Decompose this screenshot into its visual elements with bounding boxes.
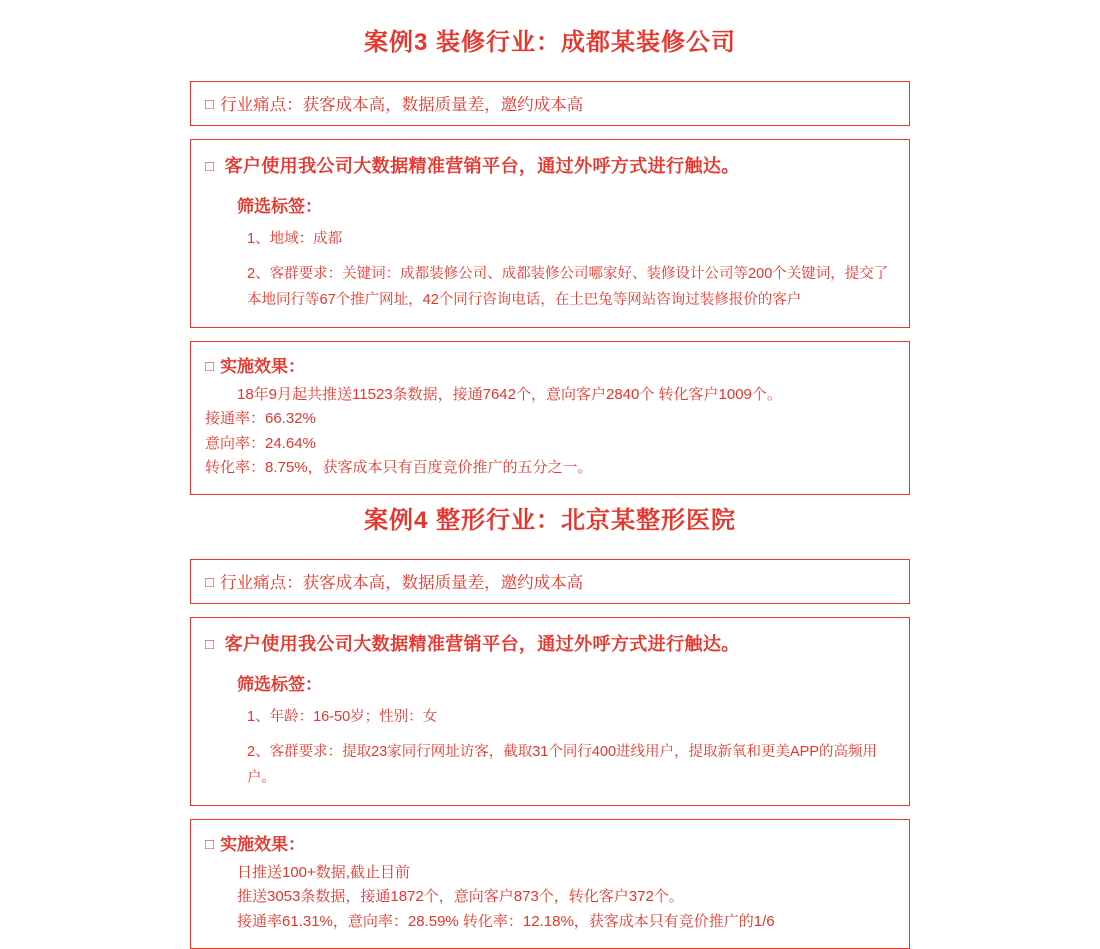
- pain-point-line-2: [205, 569, 895, 593]
- effect-heading-2: [205, 830, 895, 855]
- pain-point-text-2: 行业痛点：获客成本高，数据质量差，邀约成本高: [220, 574, 584, 592]
- case-block-1: [0, 22, 1100, 495]
- filter-tag-subheading-1: 筛选标签：: [237, 197, 322, 216]
- pain-point-text-1: 行业痛点：获客成本高，数据质量差，邀约成本高: [220, 96, 584, 114]
- effect-box-2: [190, 819, 910, 949]
- platform-heading-text-1: 客户使用我公司大数据精准营销平台，通过外呼方式进行触达。: [224, 156, 740, 176]
- effect-heading-text-1: 实施效果：: [220, 357, 306, 377]
- effect-line-1-4: 转化率：8.75%，获客成本只有百度竞价推广的五分之一。: [205, 459, 593, 477]
- effect-line-1-1: 18年9月起共推送11523条数据，接通7642个，意向客户2840个 转化客户1009个。: [237, 386, 782, 404]
- effect-heading-text-2: 实施效果：: [220, 835, 306, 855]
- case-title-1: 案例3 装修行业：成都某装修公司: [363, 29, 736, 56]
- effect-line-2-1: 日推送100+数据,截止目前: [237, 864, 410, 882]
- filter-item-2-1: 1、年龄：16-50岁；性别：女: [247, 709, 438, 725]
- checkbox-square-icon: □: [205, 574, 215, 591]
- filter-item-1-2: 2、客群要求：关键词：成都装修公司、成都装修公司哪家好、装修设计公司等200个关键词，提交了本地同行等67个推广网址，42个同行咨询电话，在土巴兔等网站咨询过装修报价的客户: [247, 266, 889, 308]
- platform-heading-text-2: 客户使用我公司大数据精准营销平台，通过外呼方式进行触达。: [224, 634, 740, 654]
- checkbox-square-icon: □: [205, 158, 215, 175]
- checkbox-square-icon: □: [205, 358, 215, 376]
- pain-point-line-1: [205, 91, 895, 115]
- effect-heading-1: [205, 352, 895, 377]
- pain-point-box-2: [190, 559, 910, 604]
- effect-box-1: [190, 341, 910, 495]
- effect-line-2-2: 推送3053条数据，接通1872个，意向客户873个，转化客户372个。: [237, 888, 684, 906]
- checkbox-square-icon: □: [205, 636, 215, 653]
- platform-heading-2: [205, 630, 895, 656]
- effect-line-1-3: 意向率：24.64%: [205, 434, 316, 452]
- effect-line-1-2: 接通率：66.32%: [205, 410, 316, 428]
- checkbox-square-icon: □: [205, 836, 215, 854]
- platform-heading-1: [205, 152, 895, 178]
- case-block-2: [0, 500, 1100, 949]
- platform-box-1: [190, 139, 910, 328]
- case-title-2: 案例4 整形行业：北京某整形医院: [363, 507, 736, 534]
- filter-tag-subheading-2: 筛选标签：: [237, 675, 322, 694]
- effect-line-2-3: 接通率61.31%，意向率：28.59% 转化率：12.18%，获客成本只有竞价推广的1/6: [237, 912, 775, 930]
- filter-item-2-2: 2、客群要求：提取23家同行网址访客，截取31个同行400进线用户，提取新氧和更美APP的高频用户。: [247, 744, 878, 786]
- platform-box-2: [190, 617, 910, 806]
- checkbox-square-icon: □: [205, 96, 215, 113]
- filter-item-1-1: 1、地域：成都: [247, 231, 343, 247]
- pain-point-box-1: [190, 81, 910, 126]
